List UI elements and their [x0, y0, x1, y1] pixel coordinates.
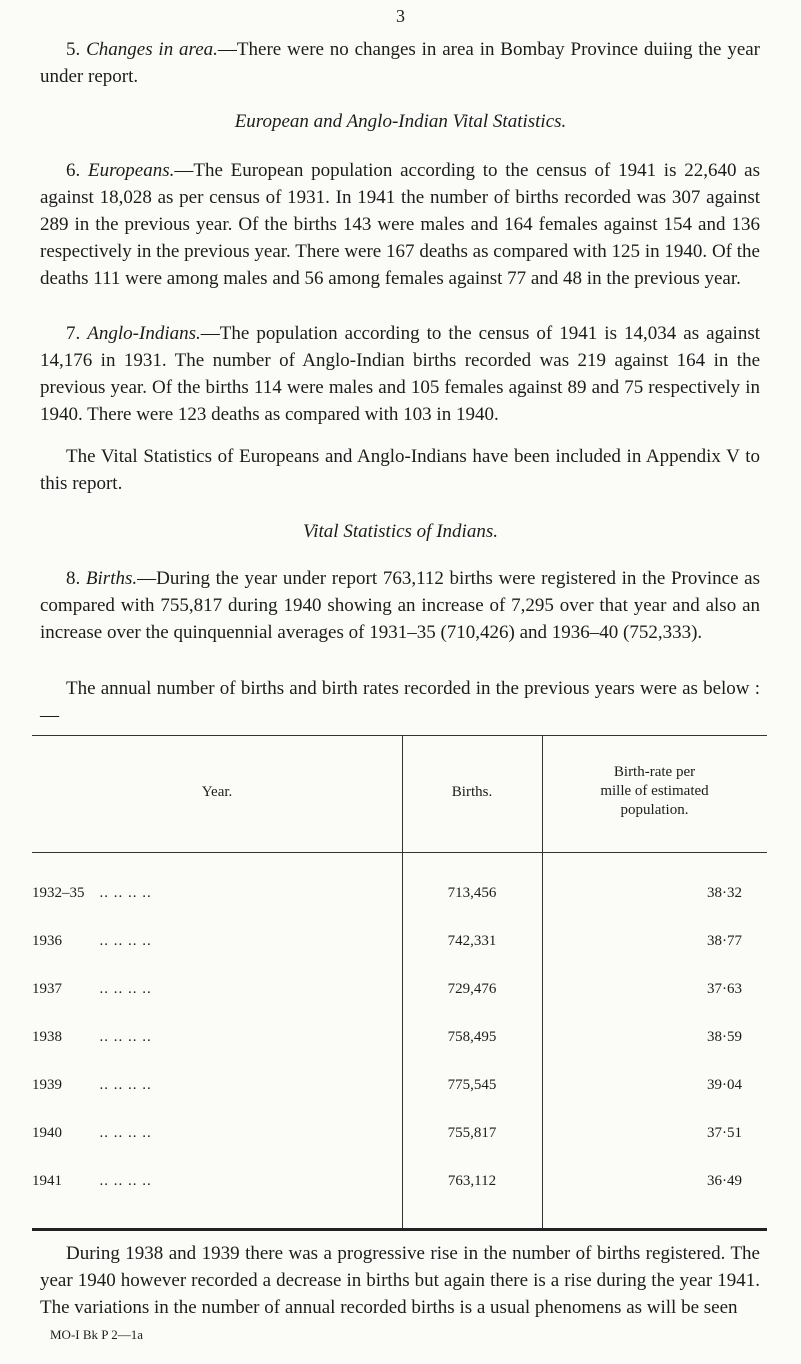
header-rate-line: population.: [620, 802, 689, 818]
heading-vital-statistics-indians: Vital Statistics of Indians.: [303, 521, 498, 542]
leader-dots: .. .. .. ..: [99, 933, 152, 949]
births-cell: 729,476: [447, 981, 497, 997]
year-cell: 1941 .. .. .. ..: [32, 1173, 152, 1189]
heading-european-anglo-indian: European and Anglo-Indian Vital Statistics.: [234, 111, 567, 132]
year-cell: 1940 .. .. .. ..: [32, 1125, 152, 1141]
para-title: Changes in area.: [86, 39, 218, 60]
rate-cell: 37·63: [707, 981, 742, 997]
table-bottom-rule: [32, 1228, 767, 1231]
paragraph-5: [40, 36, 760, 90]
rate-cell: 37·51: [707, 1125, 742, 1141]
rate-cell: 36·49: [707, 1173, 742, 1189]
header-year: Year.: [201, 784, 233, 800]
page-number: 3: [396, 6, 405, 26]
para-text: During 1938 and 1939 there was a progressive rise in the number of births registered. The year 1940 however recorded a decrease in births but again there is a rise during the year 1941. The variations in the number of annual recorded births is a usual phenomens as will be seen: [40, 1243, 760, 1318]
year-cell: 1938 .. .. .. ..: [32, 1029, 152, 1045]
table-row: [32, 885, 767, 909]
para-text: The annual number of births and birth rates recorded in the previous years were as below :—: [40, 678, 760, 726]
births-cell: 713,456: [447, 885, 497, 901]
paragraph-7: [40, 320, 760, 428]
para-text: —There were no changes in area in Bombay Province duiing the year under report.: [40, 39, 761, 87]
births-cell: 755,817: [447, 1125, 497, 1141]
leader-dots: .. .. .. ..: [99, 1173, 152, 1189]
paragraph-7-appendix: [40, 443, 760, 497]
year-cell: 1939 .. .. .. ..: [32, 1077, 152, 1093]
births-cell: 775,545: [447, 1077, 497, 1093]
table-row: [32, 1173, 767, 1197]
para-text: The Vital Statistics of Europeans and Anglo-Indians have been included in Appendix V to this report.: [40, 446, 760, 494]
paragraph-9: [40, 1240, 760, 1321]
para-title: Europeans.: [87, 160, 175, 181]
births-cell: 758,495: [447, 1029, 497, 1045]
births-cell: 763,112: [447, 1173, 497, 1189]
table-row: [32, 1029, 767, 1053]
para-text: —The European population according to the census of 1941 is 22,640 as against 18,028 as per census of 1931. In 1941 the number of births recorded was 307 against 289 in the previous year. Of the births 143 were males and 164 females against 154 and 136 respectively in the previous year. There were 167 deaths as compared with 125 in 1940. Of the deaths 111 were among males and 56 among females against 77 and 48 in the previous year.: [40, 160, 760, 289]
para-number: 6.: [66, 160, 88, 181]
leader-dots: .. .. .. ..: [99, 1125, 152, 1141]
paragraph-6: [40, 157, 760, 292]
para-title: Anglo-Indians.: [87, 323, 201, 344]
para-number: 8.: [66, 568, 86, 589]
table-row: [32, 1077, 767, 1101]
printer-footer-note: MO-I Bk P 2—1a: [50, 1327, 144, 1342]
table-row: [32, 933, 767, 957]
year-cell: 1932–35 .. .. .. ..: [32, 885, 152, 901]
paragraph-8: [40, 565, 760, 646]
leader-dots: .. .. .. ..: [99, 1077, 152, 1093]
year-cell: 1936 .. .. .. ..: [32, 933, 152, 949]
table-top-rule: [32, 735, 767, 736]
header-birth-rate: [542, 763, 767, 820]
header-rate-line: mille of estimated: [600, 783, 709, 799]
para-title: Births.: [85, 568, 138, 589]
para-number: 5.: [66, 39, 87, 60]
births-cell: 742,331: [447, 933, 497, 949]
para-number: 7.: [66, 323, 88, 344]
header-rate-line: Birth-rate per: [613, 764, 696, 780]
table-row: [32, 981, 767, 1005]
table-header-rule: [32, 852, 767, 853]
rate-cell: 39·04: [707, 1077, 742, 1093]
para-text: —The population according to the census of 1941 is 14,034 as against 14,176 in 1931. The number of Anglo-Indian births recorded was 219 against 164 in the previous year. Of the births 114 were males and 105 females against 89 and 75 respectively in 1940. There were 123 deaths as compared with 103 in 1940.: [40, 323, 760, 425]
rate-cell: 38·32: [707, 885, 742, 901]
para-text: —During the year under report 763,112 births were registered in the Province as compared with 755,817 during 1940 showing an increase of 7,295 over that year and also an increase over the quinquennial averages of 1931–35 (710,426) and 1936–40 (752,333).: [40, 568, 761, 643]
year-cell: 1937 .. .. .. ..: [32, 981, 152, 997]
births-table: [32, 735, 767, 1240]
leader-dots: .. .. .. ..: [99, 885, 152, 901]
paragraph-8-intro: [40, 675, 760, 729]
table-row: [32, 1125, 767, 1149]
leader-dots: .. .. .. ..: [99, 1029, 152, 1045]
rate-cell: 38·59: [707, 1029, 742, 1045]
leader-dots: .. .. .. ..: [99, 981, 152, 997]
rate-cell: 38·77: [707, 933, 742, 949]
header-births: Births.: [451, 784, 493, 800]
